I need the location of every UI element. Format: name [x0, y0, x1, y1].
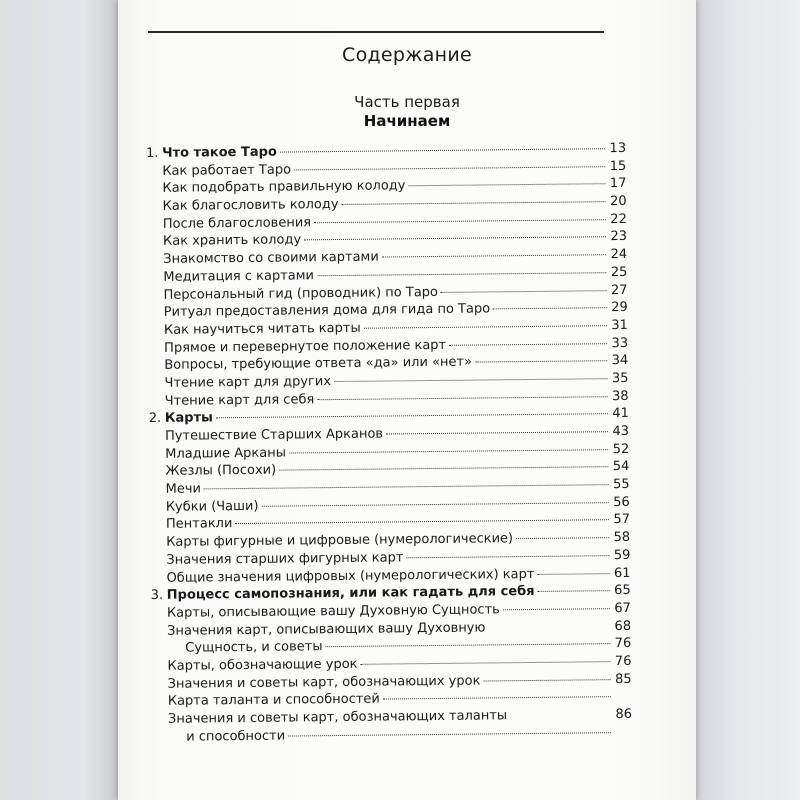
toc-entry-title: Карты, обозначающие урок — [167, 656, 358, 674]
dot-leader — [386, 431, 608, 434]
dot-leader — [204, 484, 609, 489]
dot-leader — [317, 396, 607, 400]
toc-entry-title: Как научиться читать карты — [163, 320, 361, 338]
toc-entry-title: Младшие Арканы — [165, 445, 286, 462]
toc-page-number: 52 — [612, 441, 630, 457]
dot-leader — [441, 290, 607, 293]
toc-title: Содержание — [342, 44, 472, 66]
toc-entry-title: Ритуал предоставления дома для гида по Таро — [163, 301, 491, 321]
toc-page-number: 38 — [612, 388, 629, 404]
toc-entry-title: Значения старших фигурных карт — [166, 550, 404, 568]
toc-page-number: 57 — [613, 512, 631, 528]
dot-leader — [326, 643, 611, 647]
background-left — [0, 0, 120, 800]
toc-page-number: 34 — [611, 353, 629, 369]
toc-page-number: 31 — [611, 317, 628, 334]
toc-entry-title: После благословения — [162, 215, 312, 232]
toc-page-number: 86 — [615, 706, 633, 723]
toc-entry-title: Карта таланта и способностей — [167, 691, 380, 710]
dot-leader — [314, 219, 606, 223]
dot-leader — [279, 467, 608, 471]
chapter-number: 2. — [148, 411, 162, 427]
toc-entry-title: Путешествие Старших Арканов — [164, 426, 384, 444]
toc-page-number: 23 — [610, 229, 628, 245]
dot-leader — [503, 608, 610, 610]
toc-page-number: 33 — [611, 335, 629, 351]
dot-leader — [537, 573, 609, 575]
toc-entry-title: и способности — [186, 728, 286, 745]
toc-page-number: 76 — [614, 636, 632, 652]
part-title: Начинаем — [363, 112, 451, 130]
toc-page-number: 59 — [613, 547, 631, 563]
toc-entry-title: Кубки (Чаши) — [165, 498, 259, 515]
toc-page-number: 61 — [613, 565, 631, 581]
part-label: Часть первая — [354, 93, 460, 111]
toc-entry-title: Как подобрать правильную колоду — [162, 178, 406, 197]
dot-leader — [516, 537, 609, 539]
chapter-number: 1. — [146, 145, 159, 161]
dot-leader — [406, 555, 609, 558]
toc-page-number: 43 — [612, 423, 630, 440]
dot-leader — [289, 449, 608, 453]
dot-leader — [408, 184, 605, 187]
toc-entry-title: Чтение карт для других — [164, 374, 332, 391]
toc-entry-title: Прямое и перевернутое положение карт — [164, 337, 447, 356]
toc-entry-title: Карты — [164, 410, 213, 427]
toc-entry-title: Персональный гид (проводник) по Таро — [163, 284, 439, 303]
toc-page-number: 65 — [614, 583, 631, 599]
dot-leader — [294, 166, 605, 170]
toc-page-number: 17 — [609, 176, 627, 192]
toc-page-number: 35 — [611, 370, 629, 387]
toc-page-number: 13 — [609, 140, 627, 157]
toc-entry-title: Что такое Таро — [162, 144, 277, 161]
toc-entry-title: Общие значения цифровых (нумерологических) карт — [166, 566, 535, 586]
toc-page-number: 55 — [612, 477, 630, 493]
toc-page-number: 29 — [611, 300, 628, 316]
dot-leader — [483, 679, 610, 681]
toc-page-number: 25 — [610, 264, 628, 280]
dot-leader — [360, 661, 610, 665]
dot-leader — [364, 325, 607, 329]
toc-page-number: 67 — [614, 600, 631, 616]
dot-leader — [235, 520, 609, 525]
toc-page-number: 58 — [613, 530, 631, 546]
dot-leader — [342, 201, 606, 205]
toc-page-number: 22 — [610, 211, 627, 227]
dot-leader — [304, 237, 606, 241]
toc-entry-title: Пентакли — [165, 516, 233, 533]
toc-entry-title: Мечи — [165, 481, 202, 497]
toc-entry-title: Жезлы (Посохи) — [165, 463, 277, 480]
toc-entry-title: Знакомство со своими картами — [163, 249, 379, 267]
table-of-contents — [146, 140, 632, 746]
dot-leader — [493, 307, 607, 309]
dot-leader — [317, 272, 606, 276]
toc-entry-title: Вопросы, требующие ответа «да» или «нет» — [164, 354, 473, 374]
dot-leader — [382, 254, 606, 257]
toc-entry-title: Карты фигурные и цифровые (нумерологические) — [166, 531, 514, 550]
toc-entry-title: Медитация с картами — [163, 268, 315, 285]
toc-entry-title: Как хранить колоду — [162, 232, 302, 250]
toc-page-number: 41 — [612, 406, 629, 422]
background-right — [690, 0, 800, 800]
toc-page-number: 24 — [610, 247, 628, 263]
toc-page-number: 54 — [612, 459, 630, 475]
dot-leader — [475, 360, 607, 362]
toc-page-number: 56 — [613, 494, 630, 510]
toc-entry-title: Значения и советы карт, обозначающих урок — [167, 673, 481, 692]
toc-page-number: 76 — [614, 653, 632, 670]
dot-leader — [216, 413, 608, 418]
toc-page-number: 15 — [609, 158, 627, 174]
toc-entry-title: Значения и советы карт, обозначающих таланты — [167, 708, 508, 727]
toc-entry-title: Как работает Таро — [162, 162, 292, 179]
chapter-number: 3. — [150, 588, 164, 604]
dot-leader — [538, 590, 610, 592]
toc-page-number: 20 — [609, 194, 627, 210]
toc-page-number: 85 — [614, 671, 632, 687]
dot-leader — [288, 732, 611, 736]
toc-entry-title: Чтение карт для себя — [164, 391, 315, 409]
dot-leader — [383, 696, 611, 699]
toc-entry-title: Как благословить колоду — [162, 197, 339, 214]
dot-leader — [280, 148, 605, 152]
dot-leader — [449, 343, 607, 346]
toc-entry-title: Карты, описывающие вашу Духовную Сущность — [166, 602, 500, 621]
toc-entry-title: Значения карт, описывающих вашу Духовную — [167, 620, 486, 639]
dot-leader — [334, 378, 607, 382]
toc-page-number: 68 — [614, 618, 632, 634]
dot-leader — [262, 502, 609, 507]
toc-entry-title: Процесс самопознания, или как гадать для себя — [166, 584, 535, 603]
toc-entry-title: Сущность, и советы — [185, 639, 323, 656]
toc-page-number: 27 — [610, 282, 628, 298]
